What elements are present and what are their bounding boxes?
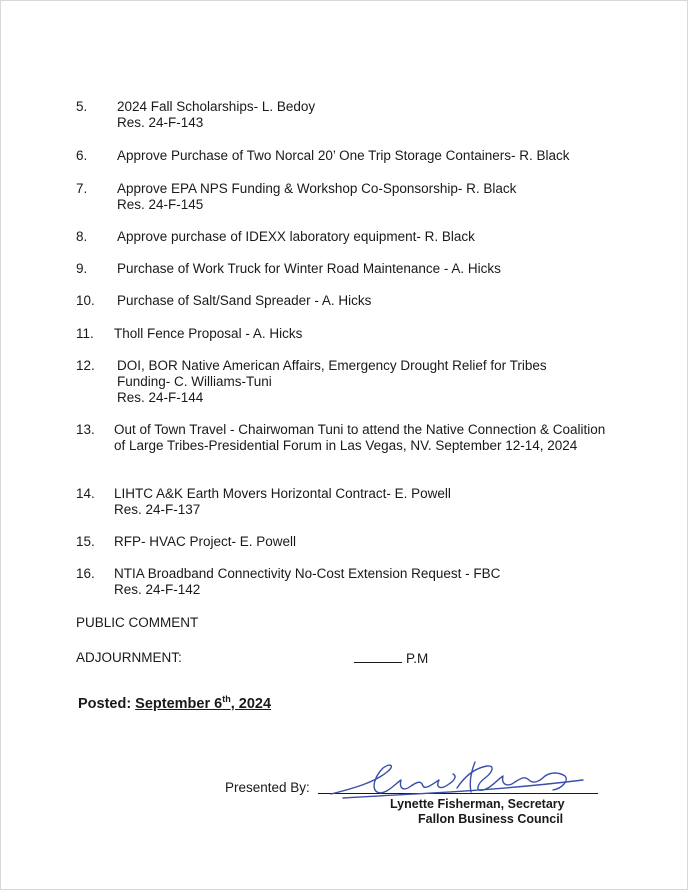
agenda-item-10 — [76, 293, 616, 309]
item-number: 13. — [76, 422, 95, 437]
adjournment-time — [354, 650, 428, 667]
signer-name: Lynette Fisherman, Secretary — [390, 797, 565, 811]
agenda-item-13 — [76, 422, 616, 454]
item-text: Approve EPA NPS Funding & Workshop Co-Sponsorship- R. Black — [117, 181, 517, 196]
agenda-item-16 — [76, 566, 616, 598]
item-number: 14. — [76, 486, 95, 501]
pm-label: P.M — [406, 651, 429, 666]
item-text: Purchase of Salt/Sand Spreader - A. Hicks — [117, 293, 372, 308]
agenda-item-14 — [76, 486, 616, 518]
item-number: 16. — [76, 566, 95, 581]
resolution-number: Res. 24-F-137 — [114, 502, 201, 517]
agenda-item-8 — [76, 229, 616, 245]
posted-label: Posted: — [78, 695, 132, 712]
item-text: 2024 Fall Scholarships- L. Bedoy — [117, 99, 316, 114]
agenda-item-5 — [76, 99, 616, 131]
item-number: 12. — [76, 358, 95, 373]
agenda-item-15 — [76, 534, 616, 550]
public-comment-heading: PUBLIC COMMENT — [76, 615, 199, 630]
adjournment-label: ADJOURNMENT: — [76, 650, 182, 665]
item-number: 6. — [76, 148, 88, 163]
resolution-number: Res. 24-F-144 — [117, 390, 204, 405]
agenda-item-12 — [76, 358, 616, 406]
posted-line — [78, 694, 271, 712]
item-number: 5. — [76, 99, 88, 114]
item-number: 11. — [76, 326, 94, 341]
resolution-number: Res. 24-F-142 — [114, 582, 201, 597]
item-text: Approve purchase of IDEXX laboratory equipment- R. Black — [117, 229, 475, 244]
item-text: Out of Town Travel - Chairwoman Tuni to attend the Native Connection & Coalition of Large Tribes-Presidential Forum in Las Vegas, NV. September 12-14, 2024 — [114, 422, 606, 453]
signer-organization: Fallon Business Council — [418, 812, 564, 826]
agenda-item-6 — [76, 148, 616, 164]
item-text: RFP- HVAC Project- E. Powell — [114, 534, 297, 549]
item-text: Tholl Fence Proposal - A. Hicks — [114, 326, 303, 341]
posted-date: September 6th, 2024 — [135, 694, 272, 712]
item-text: DOI, BOR Native American Affairs, Emergency Drought Relief for Tribes Funding- C. Williams-Tuni — [117, 358, 547, 389]
resolution-number: Res. 24-F-143 — [117, 115, 204, 130]
item-text: Approve Purchase of Two Norcal 20’ One Trip Storage Containers- R. Black — [117, 148, 570, 163]
item-number: 8. — [76, 229, 88, 244]
item-number: 10. — [76, 293, 95, 308]
time-blank — [354, 650, 402, 663]
agenda-item-9 — [76, 261, 616, 277]
item-number: 7. — [76, 181, 88, 196]
item-number: 9. — [76, 261, 88, 276]
presented-by-label: Presented By: — [225, 780, 310, 795]
item-text: LIHTC A&K Earth Movers Horizontal Contract- E. Powell — [114, 486, 451, 501]
resolution-number: Res. 24-F-145 — [117, 197, 204, 212]
agenda-item-11 — [76, 326, 616, 342]
item-text: Purchase of Work Truck for Winter Road Maintenance - A. Hicks — [117, 261, 501, 276]
item-text: NTIA Broadband Connectivity No-Cost Extension Request - FBC — [114, 566, 501, 581]
item-number: 15. — [76, 534, 95, 549]
agenda-item-7 — [76, 181, 616, 213]
